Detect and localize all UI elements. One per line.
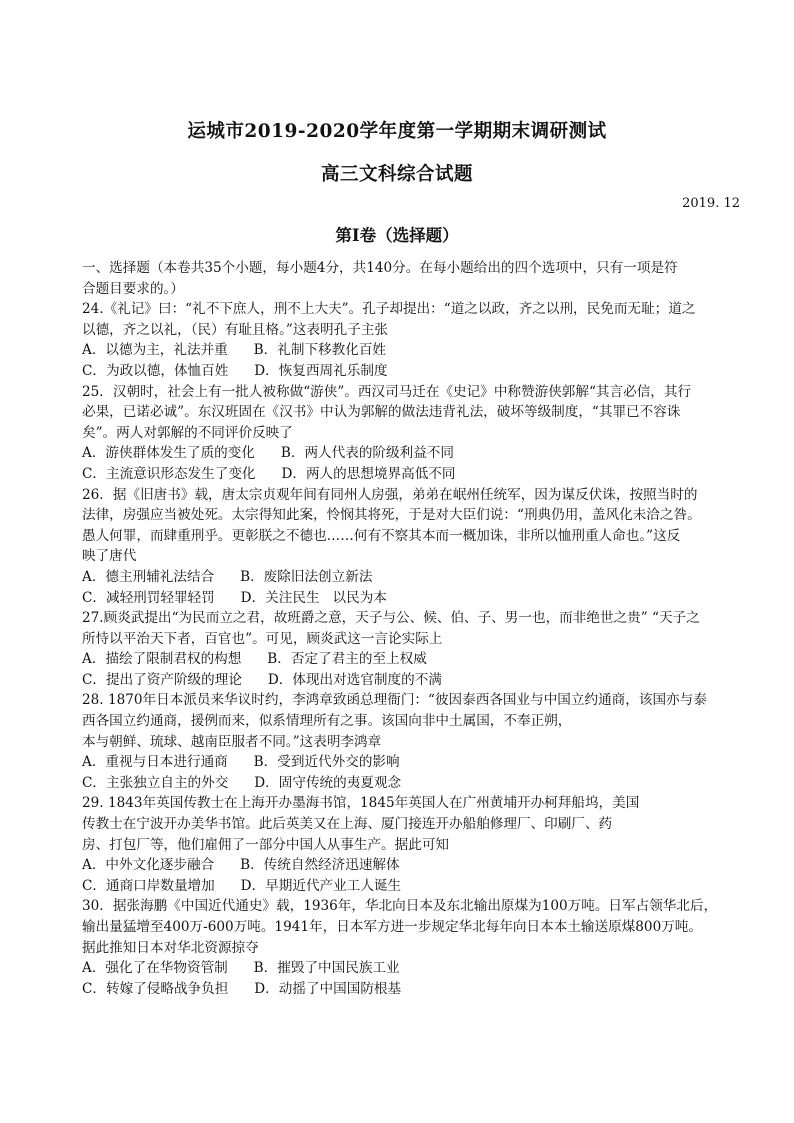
text-line: 西各国立约通商，援例而来，似系情理所有之事。该国向非中土属国，不奉正朔， (82, 713, 572, 730)
answer-options: A．中外文化逐步融合 B．传统自然经济迅速解体 (82, 857, 400, 874)
text-line: 据此推知日本对华北资源掠夺 (82, 939, 259, 956)
text-line: 映了唐代 (82, 548, 137, 565)
answer-options: A．游侠群体发生了质的变化 B．两人代表的阶级利益不同 (82, 445, 454, 462)
answer-options: A．以德为主，礼法并重 B．礼制下移教化百姓 (82, 342, 387, 359)
text-line: 输出量猛增至400万-600万吨。1941年，日本军方进一步规定华北每年向日本本土输送原煤800万吨。 (82, 919, 702, 935)
section-title: 第Ⅰ卷（选择题） (335, 226, 459, 245)
answer-options: A．描绘了限制君权的构想 B．否定了君主的至上权威 (82, 651, 427, 668)
text-line: 所恃以平治天下者，百官也”。可见，顾炎武这一言论实际上 (82, 630, 443, 647)
question-24: 24.《礼记》曰：“礼不下庶人，刑不上大夫”。孔子却提出：“道之以政，齐之以刑，民免而无耻；道之 (82, 301, 696, 318)
questions-body (82, 258, 718, 999)
answer-options: C．通商口岸数量增加 D．早期近代产业工人诞生 (82, 877, 402, 894)
answer-options: C．减轻刑罚轻罪轻罚 D．关注民生 以民为本 (82, 589, 387, 606)
text-line: 必果，已诺必诚”。东汉班固在《汉书》中认为郭解的做法违背礼法，破坏等级制度，“其罪已不容诛 (82, 404, 681, 421)
question-29: 29. 1843年英国传教士在上海开办墨海书馆，1845年英国人在广州黄埔开办柯拜船坞，美国 (82, 795, 640, 812)
text-line: 一、选择题（本卷共35个小题，每小题4分，共140分。在每小题给出的四个选项中，只有一项是符 (82, 260, 678, 276)
answer-options: A．强化了在华物资管制 B．摧毁了中国民族工业 (82, 960, 400, 977)
text-line: 房、打包厂等，他们雇佣了一部分中国人从事生产。据此可知 (82, 836, 450, 853)
question-30: 30．据张海鹏《中国近代通史》载，1936年，华北向日本及东北输出原煤为100万吨。日军占领华北后， (82, 898, 718, 915)
answer-options: A．重视与日本进行通商 B．受到近代外交的影响 (82, 754, 400, 771)
text-line: 愚人何罪，而肆重刑乎。更彰朕之不德也……何有不察其本而一概加诛，非所以恤刑重人命也。”这反 (82, 527, 681, 544)
answer-options: C．主流意识形态发生了变化 D．两人的思想境界高低不同 (82, 465, 456, 482)
text-line: 合题目要求的。） (82, 280, 184, 297)
text-line: 法律，房强应当被处死。太宗得知此案，怜悯其将死，于是对大臣们说：“刑典仍用，盖风化未洽之咎。 (82, 507, 701, 524)
question-27: 27.顾炎武提出“为民而立之君，故班爵之意，天子与公、候、伯、子、男一也，而非绝世之贵” “天子之 (82, 610, 700, 627)
text-line: 本与朝鲜、琉球、越南臣服者不同。”这表明李鸿章 (82, 733, 382, 750)
text-line: 矣”。两人对郭解的不同评价反映了 (82, 424, 293, 441)
answer-options: C．转嫁了侵略战争负担 D．动摇了中国国防根基 (82, 980, 402, 997)
answer-options: C．为政以德，体恤百姓 D．恢复西周礼乐制度 (82, 362, 388, 379)
answer-options: C．提出了资产阶级的理论 D．体现出对选官制度的不满 (82, 671, 442, 688)
exam-title: 运城市2019-2020学年度第一学期期末调研测试 (187, 121, 607, 142)
question-25: 25．汉朝时，社会上有一批人被称做“游侠”。西汉司马迁在《史记》中称赞游侠郭解“其言必信，其行 (82, 383, 692, 400)
answer-options: C．主张独立自主的外交 D．固守传统的夷夏观念 (82, 774, 402, 791)
exam-date: 2019. 12 (682, 196, 740, 211)
question-26: 26．据《旧唐书》载，唐太宗贞观年间有同州人房强，弟弟在岷州任统军，因为谋反伏诛，按照当时的 (82, 486, 698, 503)
question-28: 28. 1870年日本派员来华议时约，李鸿章致函总理衙门：“彼因泰西各国业与中国立约通商，该国亦与泰 (82, 692, 707, 709)
answer-options: A．德主刑辅礼法结合 B．废除旧法创立新法 (82, 568, 373, 585)
exam-subtitle: 高三文科综合试题 (320, 164, 473, 185)
text-line: 传教士在宁波开办美华书馆。此后英美又在上海、厦门接连开办船舶修理厂、印刷厂、药 (82, 816, 613, 833)
text-line: 以德，齐之以礼，（民）有耻且格。”这表明孔子主张 (82, 321, 389, 338)
